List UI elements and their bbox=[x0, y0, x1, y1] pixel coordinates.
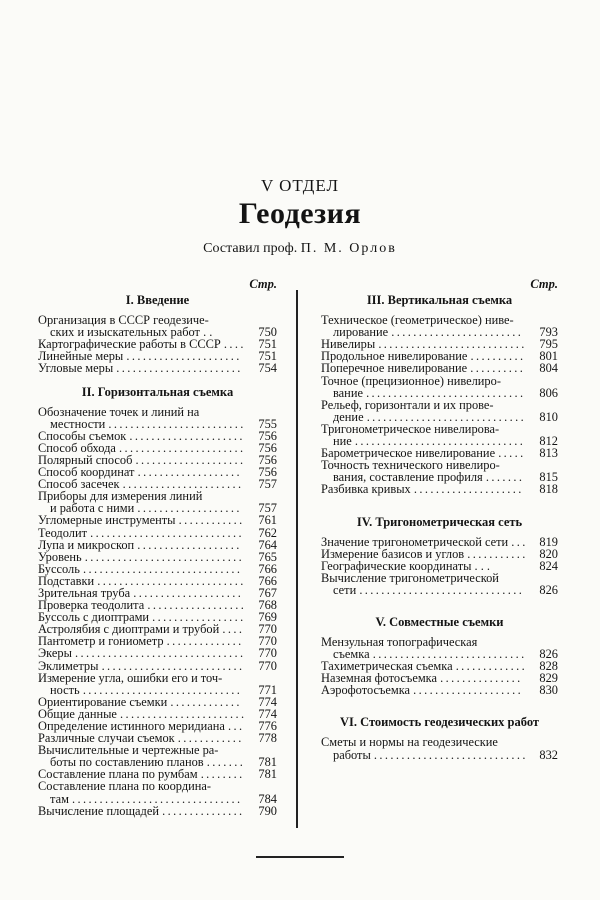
entry-page-number: 819 bbox=[539, 534, 558, 549]
dot-leader: ............................ bbox=[373, 747, 528, 762]
entry-page-number: 770 bbox=[258, 646, 277, 661]
toc-entry bbox=[321, 399, 558, 423]
entry-text: Общие данные ....................... bbox=[38, 706, 247, 721]
dot-leader: .... bbox=[223, 337, 246, 352]
entry-text: Способ обхода ....................... bbox=[38, 440, 246, 455]
entry-text: Различные случаи съемок ............ bbox=[38, 731, 244, 746]
entry-page-number: 755 bbox=[258, 416, 277, 431]
entry-text: Измерение базисов и углов ........... bbox=[321, 546, 528, 561]
entry-text: Техническое (геометрическое) ниве- bbox=[321, 313, 514, 328]
entry-text: дение ............................. bbox=[333, 409, 527, 424]
dot-leader: ..... bbox=[498, 446, 526, 461]
dot-leader: ............ bbox=[178, 513, 245, 528]
entry-text: Вычислительные и чертежные ра- bbox=[38, 743, 219, 758]
entry-page-number: 781 bbox=[258, 755, 277, 770]
entry-text: лирование ........................ bbox=[333, 325, 524, 340]
group-title: V. Совместные съемки bbox=[375, 614, 504, 629]
entry-text: Вычисление тригонометрической bbox=[321, 570, 499, 585]
section-title: Геодезия bbox=[238, 197, 362, 230]
entry-page-number: 769 bbox=[258, 610, 277, 625]
dot-leader: ...................... bbox=[122, 477, 244, 492]
dot-leader: ................... bbox=[137, 501, 242, 516]
entry-text: Значение тригонометрической сети ... bbox=[321, 534, 528, 549]
entry-text: Теодолит ............................ bbox=[38, 525, 245, 540]
entry-text: вание ............................. bbox=[333, 385, 526, 400]
entry-text: Эклиметры .......................... bbox=[38, 658, 245, 673]
entry-page-number: 756 bbox=[258, 440, 277, 455]
entry-text: сети .............................. bbox=[333, 582, 525, 597]
toc-entry bbox=[38, 660, 277, 672]
entry-text: Точность технического нивелиро- bbox=[321, 458, 500, 473]
dot-leader: ............... bbox=[162, 803, 245, 818]
entry-page-number: 761 bbox=[258, 513, 277, 528]
entry-text: Составление плана по координа- bbox=[38, 779, 212, 794]
entry-page-number: 832 bbox=[539, 747, 558, 762]
entry-text: Разбивка кривых .................... bbox=[321, 482, 524, 497]
dot-leader: ... bbox=[511, 534, 528, 549]
toc-entry bbox=[321, 736, 558, 760]
dot-leader: ....... bbox=[206, 755, 246, 770]
entry-page-number: 768 bbox=[258, 598, 277, 613]
compiler-prefix: Составил проф. bbox=[203, 241, 298, 256]
entry-page-number: 770 bbox=[258, 622, 277, 637]
entry-text: Лупа и микроскоп ................... bbox=[38, 537, 242, 552]
entry-page-number: 770 bbox=[258, 634, 277, 649]
dot-leader: ..................... bbox=[129, 428, 245, 443]
entry-page-number: 751 bbox=[258, 337, 277, 352]
entry-page-number: 795 bbox=[539, 337, 558, 352]
toc-entry bbox=[321, 459, 558, 483]
dot-leader: .................. bbox=[147, 598, 247, 613]
toc-group bbox=[321, 716, 558, 760]
entry-page-number: 776 bbox=[258, 719, 277, 733]
entry-text: Буссоль с диоптрами ................. bbox=[38, 610, 246, 625]
toc-entry bbox=[38, 551, 277, 563]
dot-leader: .......... bbox=[470, 361, 526, 376]
entry-page-number: 784 bbox=[258, 791, 277, 806]
toc-entry bbox=[321, 684, 558, 696]
entry-text: Наземная фотосъемка ............... bbox=[321, 671, 523, 686]
entry-text: Организация в СССР геодезиче- bbox=[38, 313, 209, 328]
entry-text: ских и изыскательных работ . . bbox=[50, 325, 213, 340]
entry-text: Обозначение точек и линий на bbox=[38, 404, 200, 419]
entry-page-number: 826 bbox=[539, 582, 558, 597]
toc-entry bbox=[38, 527, 277, 539]
entry-text: Определение истинного меридиана ... bbox=[38, 719, 245, 733]
dot-leader: ....... bbox=[485, 470, 525, 485]
entry-page-number: 756 bbox=[258, 428, 277, 443]
entry-text: Способ координат ................... bbox=[38, 465, 243, 480]
entry-text: Уровень ............................. bbox=[38, 549, 245, 564]
toc-entry bbox=[38, 780, 277, 804]
entry-page-number: 804 bbox=[539, 361, 558, 376]
group-title: III. Вертикальная съемка bbox=[366, 293, 513, 308]
entry-page-number: 750 bbox=[258, 325, 277, 340]
dot-leader: .......... bbox=[470, 349, 526, 364]
entry-text: вания, составление профиля ....... bbox=[333, 470, 525, 485]
toc-entry bbox=[321, 636, 558, 660]
toc-entry bbox=[38, 672, 277, 696]
dot-leader: ............. bbox=[170, 694, 242, 709]
dot-leader: ............ bbox=[177, 731, 244, 746]
entry-text: Вычисление площадей ............... bbox=[38, 803, 245, 818]
compiler-name: П. М. Орлов bbox=[300, 241, 397, 256]
dot-leader: ............................ bbox=[90, 525, 245, 540]
dot-leader: ............................. bbox=[366, 385, 526, 400]
entry-text: Рельеф, горизонтали и их прове- bbox=[321, 397, 494, 412]
entry-page-number: 810 bbox=[539, 409, 558, 424]
toc-left-column bbox=[38, 278, 277, 817]
entry-text: Сметы и нормы на геодезические bbox=[321, 735, 498, 750]
toc-entry bbox=[321, 560, 558, 572]
dot-leader: ............. bbox=[455, 659, 528, 674]
entry-page-number: 812 bbox=[539, 434, 558, 449]
entry-text: Тригонометрическое нивелирова- bbox=[321, 421, 500, 436]
entry-text: Точное (прецизионное) нивелиро- bbox=[321, 373, 501, 388]
dot-leader: ............... bbox=[440, 671, 523, 686]
entry-page-number: 830 bbox=[539, 683, 558, 698]
entry-text: Буссоль ............................. bbox=[38, 561, 243, 576]
dot-leader: ........................... bbox=[97, 573, 246, 588]
toc-entry bbox=[38, 490, 277, 514]
entry-text: Картографические работы в СССР .... bbox=[38, 337, 246, 352]
dot-leader: ................. bbox=[152, 610, 246, 625]
toc-group bbox=[321, 516, 558, 596]
section-label: V ОТДЕЛ bbox=[260, 176, 340, 195]
toc-entry bbox=[38, 362, 277, 374]
toc-group bbox=[38, 386, 277, 817]
dot-leader: ....................... bbox=[119, 440, 246, 455]
entry-page-number: 829 bbox=[539, 671, 558, 686]
dot-leader: ........... bbox=[467, 546, 528, 561]
toc-entry bbox=[38, 744, 277, 768]
entry-page-number: 767 bbox=[258, 585, 277, 600]
column-divider bbox=[296, 290, 298, 828]
dot-leader: ................... bbox=[137, 537, 242, 552]
dot-leader: ... bbox=[228, 719, 245, 733]
dot-leader: .................... bbox=[135, 452, 246, 467]
dot-leader: ........................ bbox=[391, 325, 524, 340]
dot-leader: ............................... bbox=[75, 646, 246, 661]
bottom-rule bbox=[256, 856, 344, 858]
dot-leader: ................... bbox=[137, 465, 243, 480]
dot-leader: ............................ bbox=[372, 647, 527, 662]
entry-page-number: 781 bbox=[258, 767, 277, 782]
dot-leader: ........................... bbox=[378, 337, 527, 352]
entry-text: Способ засечек ...................... bbox=[38, 477, 244, 492]
toc-entry bbox=[321, 423, 558, 447]
entry-text: съемка ............................ bbox=[333, 647, 527, 662]
group-title: I. Введение bbox=[125, 293, 190, 308]
entry-page-number: 766 bbox=[258, 573, 277, 588]
entry-page-number: 793 bbox=[539, 325, 558, 340]
entry-text: Тахиметрическая съемка ............. bbox=[321, 659, 528, 674]
entry-page-number: 818 bbox=[539, 482, 558, 497]
dot-leader: ......................... bbox=[108, 416, 246, 431]
entry-page-number: 806 bbox=[539, 385, 558, 400]
entry-page-number: 756 bbox=[258, 465, 277, 480]
toc-entry bbox=[38, 314, 277, 338]
toc-group bbox=[38, 294, 277, 374]
entry-text: Угловые меры ....................... bbox=[38, 361, 243, 376]
entry-text: Способы съемок ..................... bbox=[38, 428, 245, 443]
dot-leader: .... bbox=[222, 622, 245, 637]
entry-text: Нивелиры ........................... bbox=[321, 337, 527, 352]
entry-text: Географические координаты . . . bbox=[321, 558, 491, 573]
entry-page-number: 751 bbox=[258, 349, 277, 364]
dot-leader: .............................. bbox=[359, 582, 525, 597]
toc-entry bbox=[38, 805, 277, 817]
dot-leader: ....................... bbox=[116, 361, 243, 376]
entry-text: Мензульная топографическая bbox=[321, 634, 478, 649]
entry-page-number: 771 bbox=[258, 682, 277, 697]
toc-entry bbox=[321, 572, 558, 596]
dot-leader: ........ bbox=[200, 767, 245, 782]
entry-text: Продольное нивелирование .......... bbox=[321, 349, 526, 364]
entry-text: Пантометр и гониометр .............. bbox=[38, 634, 244, 649]
dot-leader: ............................... bbox=[72, 791, 243, 806]
entry-text: Аэрофотосъемка .................... bbox=[321, 683, 524, 698]
entry-text: боты по составлению планов ....... bbox=[50, 755, 246, 770]
entry-text: Подставки ........................... bbox=[38, 573, 246, 588]
entry-page-number: 828 bbox=[539, 659, 558, 674]
entry-text: ние ............................... bbox=[333, 434, 526, 449]
entry-page-number: 757 bbox=[258, 501, 277, 516]
toc-right-column bbox=[321, 278, 558, 761]
toc-entry bbox=[321, 314, 558, 338]
toc-entry bbox=[321, 362, 558, 374]
entry-page-number: 820 bbox=[539, 546, 558, 561]
toc-group bbox=[321, 294, 558, 495]
dot-leader: .......................... bbox=[101, 658, 245, 673]
entry-page-number: 766 bbox=[258, 561, 277, 576]
dot-leader: ............................. bbox=[82, 682, 243, 697]
toc-entry bbox=[321, 483, 558, 495]
entry-text: Полярный способ .................... bbox=[38, 452, 246, 467]
entry-page-number: 756 bbox=[258, 452, 277, 467]
entry-text: там ............................... bbox=[50, 791, 243, 806]
dot-leader: ............................. bbox=[366, 409, 527, 424]
entry-text: Приборы для измерения линий bbox=[38, 489, 203, 504]
entry-text: местности ......................... bbox=[50, 416, 246, 431]
entry-page-number: 790 bbox=[258, 803, 277, 818]
dot-leader: .................... bbox=[413, 683, 524, 698]
entry-text: ность ............................. bbox=[50, 682, 243, 697]
entry-text: Экеры ............................... bbox=[38, 646, 246, 661]
entry-page-number: 765 bbox=[258, 549, 277, 564]
entry-text: Барометрическое нивелирование ..... bbox=[321, 446, 526, 461]
dot-leader: ............................... bbox=[354, 434, 526, 449]
entry-text: и работа с ними ................... bbox=[50, 501, 242, 516]
entry-text: Зрительная труба .................... bbox=[38, 585, 244, 600]
page-column-label: Стр. bbox=[530, 277, 558, 291]
toc-entry bbox=[38, 406, 277, 430]
toc-entry bbox=[38, 514, 277, 526]
dot-leader: ....................... bbox=[120, 706, 247, 721]
entry-text: Измерение угла, ошибки его и точ- bbox=[38, 670, 223, 685]
toc-entry bbox=[38, 647, 277, 659]
entry-page-number: 762 bbox=[258, 525, 277, 540]
page-column-label: Стр. bbox=[249, 277, 277, 291]
dot-leader: ............................. bbox=[84, 549, 245, 564]
compiler-line bbox=[0, 241, 600, 257]
dot-leader: .............. bbox=[166, 634, 244, 649]
toc-entry bbox=[38, 539, 277, 551]
entry-text: Ориентирование съемки ............. bbox=[38, 694, 242, 709]
entry-page-number: 801 bbox=[539, 349, 558, 364]
entry-page-number: 764 bbox=[258, 537, 277, 552]
entry-page-number: 774 bbox=[258, 694, 277, 709]
group-title: VI. Стоимость геодезических работ bbox=[339, 715, 540, 730]
entry-text: Проверка теодолита .................. bbox=[38, 598, 247, 613]
toc-entry bbox=[321, 536, 558, 548]
entry-text: Поперечное нивелирование .......... bbox=[321, 361, 526, 376]
entry-page-number: 826 bbox=[539, 647, 558, 662]
entry-page-number: 824 bbox=[539, 558, 558, 573]
entry-page-number: 757 bbox=[258, 477, 277, 492]
entry-page-number: 815 bbox=[539, 470, 558, 485]
dot-leader: .................... bbox=[133, 585, 244, 600]
dot-leader: ..................... bbox=[126, 349, 242, 364]
entry-page-number: 813 bbox=[539, 446, 558, 461]
entry-page-number: 774 bbox=[258, 706, 277, 721]
entry-text: Угломерные инструменты ............ bbox=[38, 513, 245, 528]
dot-leader: .................... bbox=[413, 482, 524, 497]
dot-leader: ............................. bbox=[82, 561, 243, 576]
group-title: II. Горизонтальная съемка bbox=[81, 384, 234, 399]
entry-text: Астролябия с диоптрами и трубой .... bbox=[38, 622, 245, 637]
entry-text: Линейные меры ..................... bbox=[38, 349, 242, 364]
toc-entry bbox=[321, 548, 558, 560]
entry-page-number: 754 bbox=[258, 361, 277, 376]
entry-page-number: 778 bbox=[258, 731, 277, 746]
group-title: IV. Тригонометрическая сеть bbox=[356, 514, 523, 529]
entry-text: работы ............................ bbox=[333, 747, 528, 762]
entry-text: Составление плана по румбам ........ bbox=[38, 767, 245, 782]
toc-group bbox=[321, 616, 558, 696]
entry-page-number: 770 bbox=[258, 658, 277, 673]
toc-entry bbox=[321, 375, 558, 399]
